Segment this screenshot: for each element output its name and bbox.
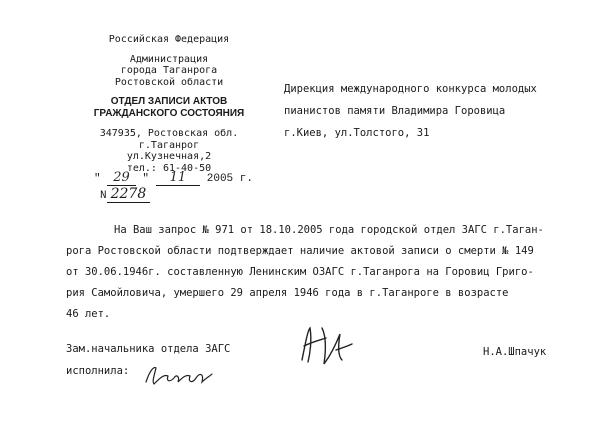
sender-address-line3: ул.Кузнечная,2 [126,151,212,162]
date-day: 29 [113,170,130,185]
sender-admin-line2: города Таганрога [120,65,218,76]
sender-country: Российская Федерация [108,34,230,45]
date-month: 11 [169,170,187,185]
recipient-line2: пианистов памяти Владимира Горовица [284,105,506,117]
body-line3: от 30.06.1946г. составленную Ленинским ОЗАГС г.Таганрога на Горовиц Григо- [66,266,534,278]
letter-body [66,220,566,325]
document-number [100,186,150,202]
deputy-title: Зам.начальника отдела ЗАГС [66,343,231,355]
sender-admin-line1: Администрация [129,53,209,65]
sender-address-line1: 347935, Ростовская обл. [99,128,239,139]
recipient-line1: Дирекция международного конкурса молодых [284,83,537,95]
executor-signature [142,360,214,390]
document-date [94,170,253,186]
date-open-quote: " [94,173,101,185]
deputy-name: Н.А.Шпачук [483,346,547,358]
body-line5: 46 лет. [66,308,111,320]
sender-address-line2: г.Таганрог [138,139,200,151]
sender-phone: тел.: 61-40-50 [126,162,212,174]
sender-header [74,34,264,174]
date-close-quote: " [142,173,149,185]
number-value: 2278 [107,186,151,203]
executor-label: исполнила: [66,365,130,377]
number-prefix: N [100,190,107,202]
body-line2: рога Ростовской области подтверждает наличие актовой записи о смерти № 149 [66,245,534,257]
handwritten-signature [296,320,356,370]
body-line4: рия Самойловича, умершего 29 апреля 1946 года в г.Таганроге в возрасте [66,287,509,299]
recipient-block [284,78,584,144]
sender-office-line1: ОТДЕЛ ЗАПИСИ АКТОВ [110,96,228,107]
recipient-line3: г.Киев, ул.Толстого, 31 [284,127,430,139]
body-line1: На Ваш запрос № 971 от 18.10.2005 года городской отдел ЗАГС г.Таган- [114,224,544,236]
sender-office-line2: ГРАЖДАНСКОГО СОСТОЯНИЯ [93,108,245,119]
date-year: 2005 г. [206,173,253,185]
sender-admin-line3: Ростовской области [114,76,224,88]
